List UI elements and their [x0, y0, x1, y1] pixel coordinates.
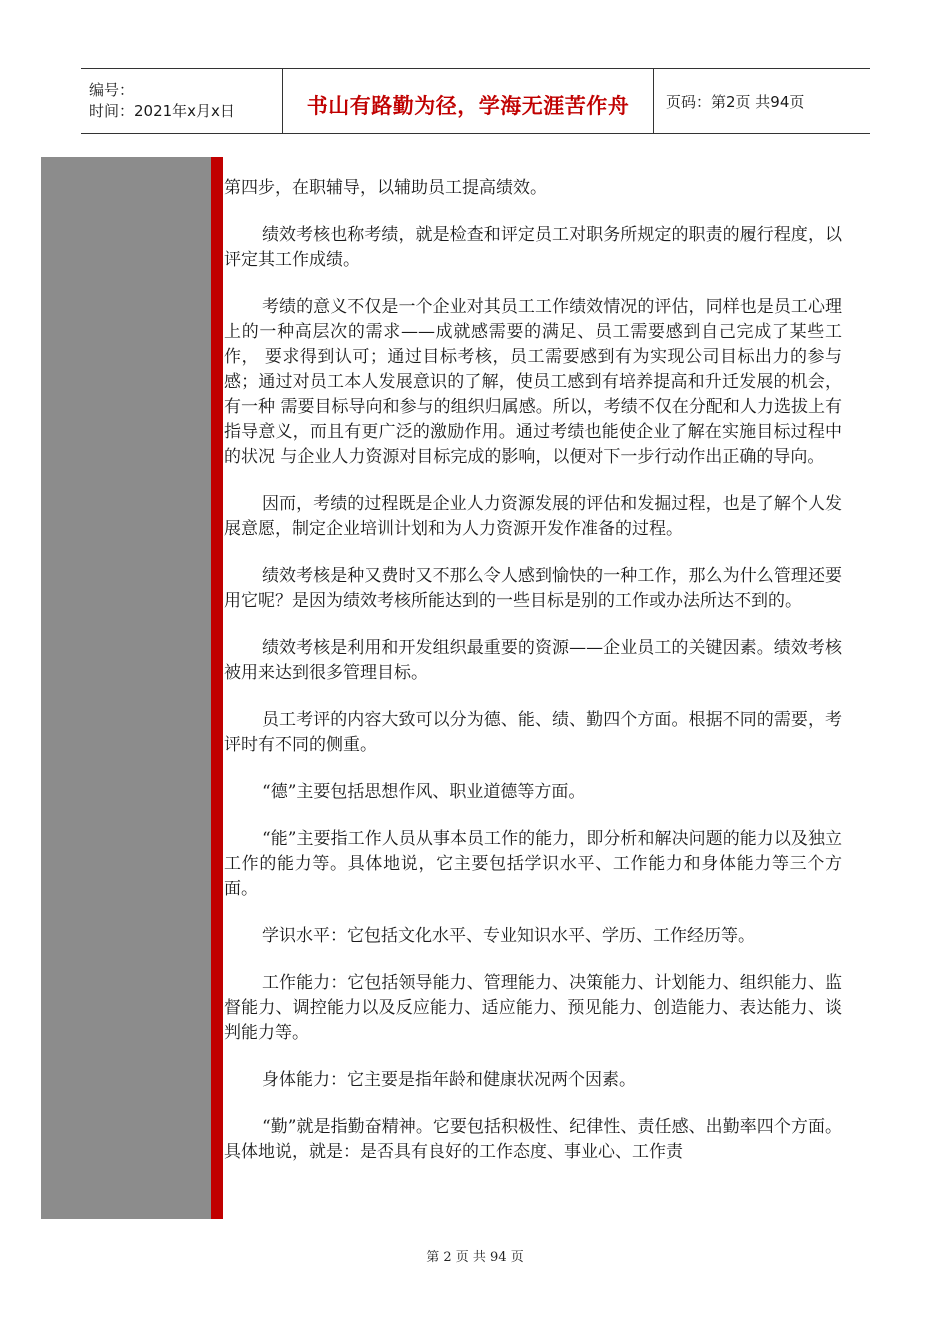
body-paragraph: 绩效考核是利用和开发组织最重要的资源——企业员工的关键因素。绩效考核被用来达到很多管理目标。 [224, 638, 842, 683]
body-paragraph: 身体能力：它主要是指年龄和健康状况两个因素。 [262, 1070, 636, 1090]
body-paragraph: “德”主要包括思想作风、职业道德等方面。 [262, 782, 586, 802]
page-footer: 第 2 页 共 94 页 [426, 1250, 524, 1265]
document-date-label: 时间：2021年x月x日 [89, 102, 235, 120]
body-paragraph: 学识水平：它包括文化水平、专业知识水平、学历、工作经历等。 [262, 926, 755, 946]
document-number-label: 编号： [89, 81, 135, 99]
body-paragraph: “能”主要指工作人员从事本员工作的能力，即分析和解决问题的能力以及独立工作的能力等。具体地说，它主要包括学识水平、工作能力和身体能力等三个方面。 [224, 829, 842, 899]
body-paragraph: “勤”就是指勤奋精神。它要包括积极性、纪律性、责任感、出勤率四个方面。具体地说，就是：是否具有良好的工作态度、事业心、工作责 [224, 1117, 842, 1162]
body-paragraph: 因而，考绩的过程既是企业人力资源发展的评估和发掘过程，也是了解个人发展意愿，制定企业培训计划和为人力资源开发作准备的过程。 [224, 494, 842, 539]
page-header [81, 68, 870, 134]
body-paragraph: 考绩的意义不仅是一个企业对其员工工作绩效情况的评估，同样也是员工心理上的一种高层次的需求——成就感需要的满足、员工需要感到自己完成了某些工作， 要求得到认可；通过目标考核，员工需要感到有为实现公司目标出力的参与感；通过对员工本人发展意识的了解，使员工感到有培养提高和升迁发展的机会，有一种 需要目标导向和参与的组织归属感。所以，考绩不仅在分配和人力选拔上有指导意义，而且有更广泛的激励作用。通过考绩也能使企业了解在实施目标过程中的状况 与企业人力资源对目标完成的影响，以便对下一步行动作出正确的导向。 [224, 297, 842, 467]
header-meta [81, 69, 282, 133]
document-body [224, 176, 842, 1187]
header-page-info: 页码：第2页 共94页 [666, 92, 805, 111]
decorative-red-stripe [211, 157, 223, 1219]
decorative-gray-sidebar [41, 157, 211, 1219]
header-motto-cell [282, 69, 654, 133]
body-paragraph: 绩效考核是种又费时又不那么令人感到愉快的一种工作，那么为什么管理还要用它呢？是因为绩效考核所能达到的一些目标是别的工作或办法所达不到的。 [224, 566, 842, 611]
body-paragraph: 绩效考核也称考绩，就是检查和评定员工对职务所规定的职责的履行程度，以评定其工作成绩。 [224, 225, 842, 270]
body-paragraph: 员工考评的内容大致可以分为德、能、绩、勤四个方面。根据不同的需要，考评时有不同的侧重。 [224, 710, 842, 755]
body-paragraph: 第四步，在职辅导，以辅助员工提高绩效。 [224, 178, 547, 198]
body-paragraph: 工作能力：它包括领导能力、管理能力、决策能力、计划能力、组织能力、监督能力、调控能力以及反应能力、适应能力、预见能力、创造能力、表达能力、谈判能力等。 [224, 973, 842, 1043]
header-motto: 书山有路勤为径，学海无涯苦作舟 [306, 94, 630, 118]
